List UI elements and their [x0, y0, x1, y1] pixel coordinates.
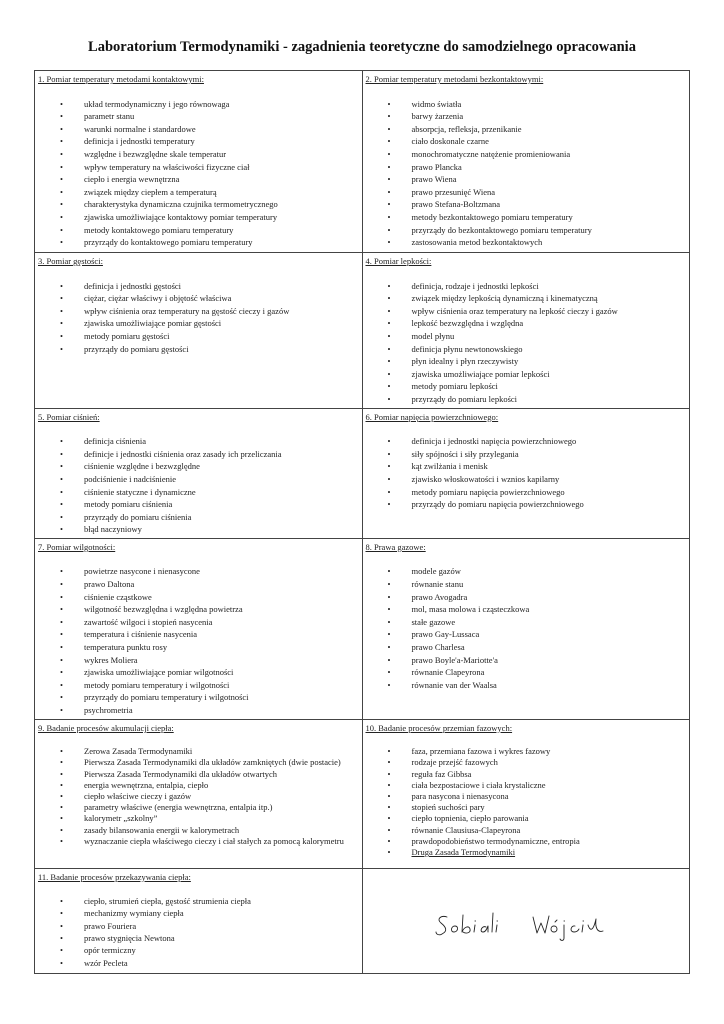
- topic-list: [366, 746, 686, 858]
- topic-item: • reguła faz Gibbsa: [388, 769, 686, 780]
- topic-list: [38, 280, 358, 356]
- topic-item: • para nasycona i nienasycona: [388, 791, 686, 802]
- topic-item: • charakterystyka dynamiczna czujnika termometrycznego: [60, 198, 358, 211]
- topic-item: • względne i bezwzględne skale temperatur: [60, 148, 358, 161]
- section-heading: 1. Pomiar temperatury metodami kontaktowymi:: [38, 74, 204, 84]
- section-heading: 10. Badanie procesów przemian fazowych:: [365, 722, 513, 733]
- topic-item: • układ termodynamiczny i jego równowaga: [60, 98, 358, 111]
- topic-item: • widmo światła: [388, 98, 686, 111]
- topic-item: • Druga Zasada Termodynamiki: [388, 847, 686, 858]
- topic-item: • prawdopodobieństwo termodynamiczne, entropia: [388, 836, 686, 847]
- topic-item: • zjawiska umożliwiające kontaktowy pomiar temperatury: [60, 211, 358, 224]
- section-heading: 9. Badanie procesów akumulacji ciepła:: [38, 722, 174, 733]
- signature-cell: [362, 868, 690, 973]
- topic-item: • prawo Gay-Lussaca: [388, 628, 686, 641]
- topic-item: • mol, masa molowa i cząsteczkowa: [388, 603, 686, 616]
- topic-item: • zjawiska umożliwiające pomiar wilgotności: [60, 666, 358, 679]
- topic-item: • prawo Avogadra: [388, 591, 686, 604]
- topic-item: • związek między lepkością dynamiczną i kinematyczną: [388, 292, 686, 305]
- topic-item: • temperatura i ciśnienie nasycenia: [60, 628, 358, 641]
- topic-item: • faza, przemiana fazowa i wykres fazowy: [388, 746, 686, 757]
- topic-item: • podciśnienie i nadciśnienie: [60, 473, 358, 486]
- section-9: [35, 719, 363, 868]
- topic-item: • metody pomiaru ciśnienia: [60, 498, 358, 511]
- topic-item: • ciśnienie cząstkowe: [60, 591, 358, 604]
- topic-item: • monochromatyczne natężenie promieniowania: [388, 148, 686, 161]
- topic-item: • wpływ ciśnienia oraz temperatury na lepkość cieczy i gazów: [388, 305, 686, 318]
- topic-item: • stopień suchości pary: [388, 802, 686, 813]
- topic-item: • metody pomiaru napięcia powierzchniowego: [388, 486, 686, 499]
- topic-item: • definicja, rodzaje i jednostki lepkości: [388, 280, 686, 293]
- topic-list: [38, 98, 358, 249]
- topic-item: • prawo Charlesa: [388, 641, 686, 654]
- topic-item: • przyrządy do pomiaru napięcia powierzchniowego: [388, 498, 686, 511]
- topic-item: • metody pomiaru lepkości: [388, 380, 686, 393]
- section-heading: 6. Pomiar napięcia powierzchniowego:: [365, 411, 499, 422]
- topic-item: • równanie Clausiusa-Clapeyrona: [388, 825, 686, 836]
- topic-list: [38, 746, 358, 847]
- topic-item: • definicja płynu newtonowskiego: [388, 343, 686, 356]
- topic-item: • powietrze nasycone i nienasycone: [60, 565, 358, 578]
- section-heading: 3. Pomiar gęstości:: [38, 256, 103, 266]
- section-8: [362, 538, 690, 719]
- topic-item: • ciepło, strumień ciepła, gęstość strumienia ciepła: [60, 895, 358, 907]
- topic-item: • rodzaje przejść fazowych: [388, 757, 686, 768]
- section-heading: 8. Prawa gazowe:: [365, 541, 426, 552]
- section-4: [362, 253, 690, 409]
- topic-item: • metody kontaktowego pomiaru temperatury: [60, 224, 358, 237]
- topic-item: • ciała bezpostaciowe i ciała krystaliczne: [388, 780, 686, 791]
- topic-item: • wilgotność bezwzględna i względna powietrza: [60, 603, 358, 616]
- topic-item: • związek między ciepłem a temperaturą: [60, 186, 358, 199]
- topic-item: • ciepło właściwe cieczy i gazów: [60, 791, 358, 802]
- topic-item: • równanie van der Waalsa: [388, 679, 686, 692]
- topic-item: • barwy żarzenia: [388, 110, 686, 123]
- topic-item: • kąt zwilżania i menisk: [388, 460, 686, 473]
- topic-item: • prawo stygnięcia Newtona: [60, 932, 358, 944]
- topic-item: • prawo Wiena: [388, 173, 686, 186]
- topic-item: • prawo przesunięć Wiena: [388, 186, 686, 199]
- topics-table: [34, 70, 690, 974]
- topic-item: • definicja ciśnienia: [60, 435, 358, 448]
- section-5: [35, 408, 363, 538]
- topic-item: • wykres Moliera: [60, 654, 358, 667]
- page-title: Laboratorium Termodynamiki - zagadnienia teoretyczne do samodzielnego opracowania: [88, 39, 636, 55]
- topic-item: • prawo Stefana-Boltzmana: [388, 198, 686, 211]
- section-heading: 2. Pomiar temperatury metodami bezkontaktowymi:: [365, 74, 544, 84]
- topic-item: • definicje i jednostki ciśnienia oraz zasady ich przeliczania: [60, 448, 358, 461]
- topic-item: • prawo Fouriera: [60, 920, 358, 932]
- topic-item: • zjawiska umożliwiające pomiar gęstości: [60, 317, 358, 330]
- topic-item: • siły spójności i siły przylegania: [388, 448, 686, 461]
- topic-item: • wpływ temperatury na właściwości fizyczne ciał: [60, 161, 358, 174]
- topic-item: • Pierwsza Zasada Termodynamiki dla układów zamkniętych (dwie postacie): [60, 757, 358, 768]
- section-10: [362, 719, 690, 868]
- section-3: [35, 253, 363, 409]
- topic-item: • ciśnienie statyczne i dynamiczne: [60, 486, 358, 499]
- topic-item: • opór termiczny: [60, 944, 358, 956]
- topic-item: • energia wewnętrzna, entalpia, ciepło: [60, 780, 358, 791]
- topic-item: • prawo Boyle'a-Mariotte'a: [388, 654, 686, 667]
- section-11: [35, 868, 363, 973]
- topic-item: • przyrządy do pomiaru gęstości: [60, 343, 358, 356]
- topic-item: • parametr stanu: [60, 110, 358, 123]
- section-7: [35, 538, 363, 719]
- topic-list: [38, 895, 358, 969]
- topic-item: • ciężar, ciężar właściwy i objętość właściwa: [60, 292, 358, 305]
- section-heading: 7. Pomiar wilgotności:: [38, 541, 116, 552]
- topic-item: • absorpcja, refleksja, przenikanie: [388, 123, 686, 136]
- topic-list: [366, 98, 686, 249]
- topic-item: • przyrządy do kontaktowego pomiaru temperatury: [60, 236, 358, 249]
- topic-item: • zastosowania metod bezkontaktowych: [388, 236, 686, 249]
- signature: [433, 907, 623, 947]
- topic-item: • metody pomiaru temperatury i wilgotności: [60, 679, 358, 692]
- section-2: [362, 71, 690, 253]
- topic-item: • metody pomiaru gęstości: [60, 330, 358, 343]
- topic-list: [366, 565, 686, 691]
- topic-item: • ciepło i energia wewnętrzna: [60, 173, 358, 186]
- topic-item: • Pierwsza Zasada Termodynamiki dla układów otwartych: [60, 769, 358, 780]
- topic-item: • płyn idealny i płyn rzeczywisty: [388, 355, 686, 368]
- topic-item: • warunki normalne i standardowe: [60, 123, 358, 136]
- topic-item: • zasady bilansowania energii w kalorymetrach: [60, 825, 358, 836]
- topic-item: • przyrządy do pomiaru temperatury i wilgotności: [60, 691, 358, 704]
- topic-item: • przyrządy do pomiaru lepkości: [388, 393, 686, 406]
- section-heading: 5. Pomiar ciśnień:: [38, 411, 100, 422]
- topic-item: • wyznaczanie ciepła właściwego cieczy i ciał stałych za pomocą kalorymetru: [60, 836, 358, 847]
- topic-item: • definicja i jednostki napięcia powierzchniowego: [388, 435, 686, 448]
- topic-item: • temperatura punktu rosy: [60, 641, 358, 654]
- topic-item: • psychrometria: [60, 704, 358, 717]
- topic-item: • kalorymetr „szkolny”: [60, 813, 358, 824]
- topic-item: • przyrządy do pomiaru ciśnienia: [60, 511, 358, 524]
- section-1: [35, 71, 363, 253]
- topic-item: • zjawiska umożliwiające pomiar lepkości: [388, 368, 686, 381]
- topic-item: • równanie Clapeyrona: [388, 666, 686, 679]
- section-6: [362, 408, 690, 538]
- topic-item: • Zerowa Zasada Termodynamiki: [60, 746, 358, 757]
- topic-item: • prawo Plancka: [388, 161, 686, 174]
- topic-item: • zjawisko włoskowatości i wznios kapilarny: [388, 473, 686, 486]
- topic-item: • lepkość bezwzględna i względna: [388, 317, 686, 330]
- topic-item: • metody bezkontaktowego pomiaru temperatury: [388, 211, 686, 224]
- topic-item: • stałe gazowe: [388, 616, 686, 629]
- topic-item: • definicja i jednostki gęstości: [60, 280, 358, 293]
- topic-item: • wpływ ciśnienia oraz temperatury na gęstość cieczy i gazów: [60, 305, 358, 318]
- topic-item: • definicja i jednostki temperatury: [60, 135, 358, 148]
- topic-list: [38, 565, 358, 716]
- topic-item: • ciepło topnienia, ciepło parowania: [388, 813, 686, 824]
- topic-item: • zawartość wilgoci i stopień nasycenia: [60, 616, 358, 629]
- topic-item: • równanie stanu: [388, 578, 686, 591]
- topic-item: • ciało doskonale czarne: [388, 135, 686, 148]
- topic-item: • prawo Daltona: [60, 578, 358, 591]
- section-heading: 11. Badanie procesów przekazywania ciepła:: [38, 871, 191, 882]
- topic-item: • parametry właściwe (energia wewnętrzna, entalpia itp.): [60, 802, 358, 813]
- topic-item: • przyrządy do bezkontaktowego pomiaru temperatury: [388, 224, 686, 237]
- topic-item: • błąd naczyniowy: [60, 523, 358, 536]
- topic-list: [366, 280, 686, 406]
- section-heading: 4. Pomiar lepkości:: [365, 256, 432, 266]
- topic-item: • modele gazów: [388, 565, 686, 578]
- topic-item: • model płynu: [388, 330, 686, 343]
- topic-item: • wzór Pecleta: [60, 957, 358, 969]
- topic-list: [38, 435, 358, 536]
- topic-list: [366, 435, 686, 511]
- topic-item: • mechanizmy wymiany ciepła: [60, 907, 358, 919]
- topic-item: • ciśnienie względne i bezwzględne: [60, 460, 358, 473]
